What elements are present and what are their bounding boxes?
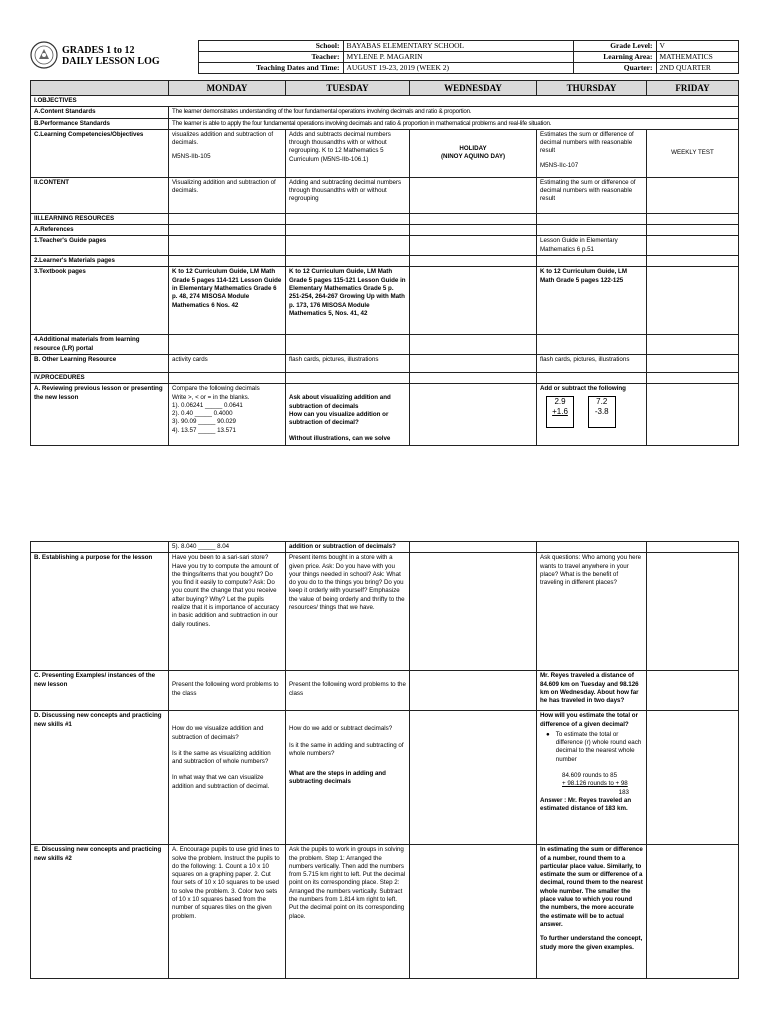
dates-label: Teaching Dates and Time: [198,63,343,74]
review-mon-line-2: 1). 0.06241 _____ 0.0641 [172,401,243,409]
comp-thu-code: M5NS-IIc-107 [540,161,579,169]
discussion1-label: D. Discussing new concepts and practicing new skills #1 [31,711,169,845]
bullet-icon: ● [546,730,550,738]
competencies-wednesday [410,129,537,177]
review-tue-line-1: How can you visualize addition or subtraction of decimal? [289,410,389,427]
discussion2-tuesday: Ask the pupils to work in groups in solving the problem. Step 1: Arranged the numbers vertically. Then add the numbers from 5.715 km right to left. Put the decimal point on its corresponding place. Step 2: Arranged the numbers vertically. Subtract the numbers from 1.814 km right to left. Put the decimal point on its corresponding place. [286,845,410,979]
purpose-monday: Have you been to a sari-sari store? Have you try to compute the amount of the things/items that you bought? Do you find it easily to compute? Ask: Do you count the change that you receive after buying? Why? Let the pupils realize that it is importance of accuracy in basic addition and subtraction in our daily routines. [169,553,286,671]
review-tue-line-0: Ask about visualizing addition and subtraction of decimals [289,394,391,410]
review-label: A. Reviewing previous lesson or presenting the new lesson [31,384,169,445]
subtraction-problem-box [588,396,616,428]
lesson-table-2 [30,541,739,979]
calc-line-1: 84.609 rounds to 85 [562,772,618,780]
content-wednesday [410,177,537,213]
d-mon-q3: In what way that we can visualize addition and subtraction of decimal. [172,774,270,790]
purpose-thursday: Ask questions: Who among you here wants to travel anywhere in your place? What is the benefit of traveling in different places? [537,553,647,671]
tb-monday: K to 12 Curriculum Guide, LM Math Grade 5 pages 114-121 Lesson Guide in Elementary Mathematics Grade 6 p. 48, 274 MISOSA Module Mathematics 6 Nos. 42 [169,267,286,335]
tb-tuesday: K to 12 Curriculum Guide, LM Math Grade 5 pages 115-121 Lesson Guide in Elementary Mathematics Grade 5 p. 251-254, 264-267 Growing Up with Math p. 173, 176 MISOSA Module Mathematics 5, Nos. 41, 42 [286,267,410,335]
review-monday [169,384,286,445]
header-table [30,40,739,74]
discussion1-thursday [537,711,647,845]
day-header-blank [31,81,169,96]
competencies-friday: WEEKLY TEST [647,129,739,177]
d-tue-q1: How do we add or subtract decimals? [289,725,393,733]
examples-monday: Present the following word problems to the class [169,671,286,711]
d-mon-q2: Is it the same as visualizing addition and subtraction of whole numbers? [172,749,271,766]
box1-bottom: +1.6 [552,406,568,416]
performance-standards-label: B.Performance Standards [31,118,169,129]
performance-standards-text: The learner is able to apply the four fundamental operations involving decimals and ratio & proportion in mathematical problems and real-life situation. [169,118,739,129]
quarter-value: 2ND QUARTER [656,63,738,74]
review-tue-line-cont: addition or subtraction of decimals? [286,542,410,553]
learning-area-value: MATHEMATICS [656,52,738,63]
content-monday: Visualizing addition and subtraction of decimals. [169,177,286,213]
title-line1: GRADES 1 to 12 [62,44,135,56]
content-standards-label: A.Content Standards [31,107,169,118]
purpose-label: B. Establishing a purpose for the lesson [31,553,169,671]
review-mon-line-0: Compare the following decimals [172,385,260,393]
objectives-heading: I.OBJECTIVES [31,96,739,107]
tb-label: 3.Textbook pages [31,267,169,335]
teacher-label: Teacher: [198,52,343,63]
day-tuesday: TUESDAY [286,81,410,96]
discussion2-thursday [537,845,647,979]
d-thu-q1: How will you estimate the total or difference of a given decimal? [540,712,638,728]
competencies-label: C.Learning Competencies/Objectives [31,129,169,177]
additional-materials-label: 4.Additional materials from learning resource (LR) portal [31,335,169,355]
discussion1-tuesday [286,711,410,845]
procedures-heading: IV.PROCEDURES [31,372,169,383]
box2-top: 7.2 [596,396,608,406]
examples-thursday: Mr. Reyes traveled a distance of 84.609 km on Tuesday and 98.126 km on Wednesday. About how far he has traveled in two days? [537,671,647,711]
box2-bottom: -3.8 [594,406,609,416]
content-label: II.CONTENT [31,177,169,213]
discussion2-label: E. Discussing new concepts and practicing new skills #2 [31,845,169,979]
content-friday [647,177,739,213]
d-thu-bullet: To estimate the total or difference (r) whole round each decimal to the nearest whole number [555,730,642,763]
tg-thursday: Lesson Guide in Elementary Mathematics 6 p.51 [537,236,647,256]
e-thu-para2: To further understand the concept, study more the given examples. [540,935,643,951]
content-standards-text: The learner demonstrates understanding of the four fundamental operations involving decimals and ratio & proportion. [169,107,739,118]
d-thu-calc [540,772,643,797]
addition-problem-box [546,396,574,428]
tg-label: 1.Teacher's Guide pages [31,236,169,256]
review-tuesday [286,384,410,445]
review-tue-spacer [289,427,406,435]
title-line2: DAILY LESSON LOG [62,55,160,67]
calc-line-3: 183 [618,788,629,796]
review-tue-line-3: Without illustrations, can we solve [289,435,391,443]
d-thu-bullet-row [540,731,643,764]
review-mon-line-4: 3). 90.09 _____ 90.029 [172,418,236,426]
lesson-table-1 [30,80,739,446]
d-thu-answer: Answer : Mr. Reyes traveled an estimated distance of 183 km. [540,796,632,813]
other-resource-label: B. Other Learning Resource [31,354,169,372]
tb-thursday: K to 12 Curriculum Guide, LM Math Grade 5 pages 122-125 [537,267,647,335]
box1-top: 2.9 [554,396,566,406]
comp-thu-text: Estimates the sum or difference of decimal numbers with reasonable result [540,130,634,155]
purpose-tuesday: Present items bought in a store with a given price. Ask: Do you have with you your things needed in school? Ask: What do you do to the things you bring? Do you keep it orderly with yourself? Emphasize the value of being orderly and thrifty to the resources/ things that we have. [286,553,410,671]
school-value: BAYABAS ELEMENTARY SCHOOL [343,41,573,52]
d-mon-q1: How do we visualize addition and subtraction of decimals? [172,725,264,741]
competencies-thursday [537,129,647,177]
other-monday: activity cards [169,354,286,372]
review-mon-line-cont: 5). 8.040 _____ 8.04 [169,542,286,553]
review-mon-line-5: 4). 13.57 _____ 13.571 [172,426,236,434]
grade-level-label: Grade Level: [573,41,656,52]
content-tuesday: Adding and subtracting decimal numbers through thousandths with or without regrouping [286,177,410,213]
discussion1-monday [169,711,286,845]
competencies-tuesday: Adds and subtracts decimal numbers through thousandths with or without regrouping. K to 12 Mathematics 5 Curriculum (M5NS-IIb-106.1) [286,129,410,177]
review-thursday [537,384,647,445]
competencies-monday [169,129,286,177]
content-thursday: Estimating the sum or difference of decimal numbers with reasonable result [537,177,647,213]
e-thu-para1: In estimating the sum or difference of a number, round them to a particular place value. Similarly, to estimate the sum or difference of a decimal, round them to the nearest whole number. The smaller the place value to which you round the numbers, the more accurate the estimate will be to actual answer. [540,846,643,928]
d-tue-q2: Is it the same in adding and subtracting of whole numbers? [289,741,404,757]
review-mon-line-3: 2). 0.40 _____ 0.4000 [172,410,233,418]
resources-heading: III.LEARNING RESOURCES [31,213,169,224]
other-thursday: flash cards, pictures, illustrations [537,354,647,372]
holiday-text: HOLIDAY [459,145,487,153]
lesson-log-page-1 [30,40,738,446]
teacher-value: MYLENE P. MAGARIN [343,52,573,63]
dates-value: AUGUST 19-23, 2019 (WEEK 2) [343,63,573,74]
learning-area-label: Learning Area: [573,52,656,63]
examples-label: C. Presenting Examples/ instances of the new lesson [31,671,169,711]
lesson-log-page-2 [30,541,738,979]
day-header-row [31,81,739,96]
day-thursday: THURSDAY [537,81,647,96]
review-thu-title: Add or subtract the following [540,385,626,393]
comp-mon-code: M5NS-IIb-105 [172,153,211,161]
deped-seal-icon [30,41,58,69]
comp-mon-text: visualizes addition and subtraction of decimals. [172,130,274,147]
school-label: School: [198,41,343,52]
examples-tuesday: Present the following word problems to the class [286,671,410,711]
holiday-name: (NINOY AQUINO DAY) [440,153,506,161]
day-monday: MONDAY [169,81,286,96]
day-wednesday: WEDNESDAY [410,81,537,96]
quarter-label: Quarter: [573,63,656,74]
calc-line-2: + 98.126 rounds to + 98 [562,780,628,788]
review-mon-line-1: Write >, < or = in the blanks. [172,393,250,401]
lm-label: 2.Learner's Materials pages [31,256,169,267]
day-friday: FRIDAY [647,81,739,96]
grade-level-value: V [656,41,738,52]
title-block [30,41,198,74]
discussion2-monday: A. Encourage pupils to use grid lines to solve the problem. Instruct the pupils to do the following: 1. Count a 10 x 10 squares on a graphing paper. 2. Cut four sets of 10 x 10 squares to be used to solve the problem. 3. Color two sets of 10 x 10 squares based from the number of squares tiles on the given problem. [169,845,286,979]
references-label: A.References [31,225,169,236]
d-tue-q3: What are the steps in adding and subtracting decimals [289,770,386,786]
other-tuesday: flash cards, pictures, illustrations [286,354,410,372]
